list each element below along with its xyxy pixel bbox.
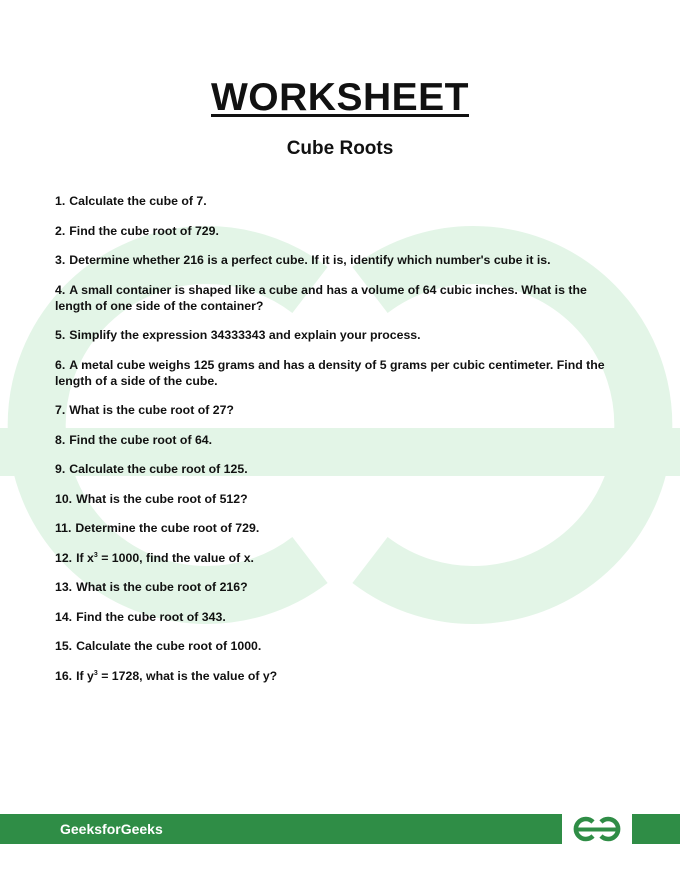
footer-brand: GeeksforGeeks — [60, 821, 163, 837]
question-item: 9. Calculate the cube root of 125. — [55, 462, 248, 476]
question-item: 4. A small container is shaped like a cube and has a volume of 64 cubic inches. What is the length of one side of the container? — [55, 282, 587, 313]
question-item: 16. If $y^3 = 1728$, what is the value of y? — [55, 668, 278, 683]
question-item: 7. What is the cube root of 27? — [55, 403, 234, 417]
geeksforgeeks-logo-icon — [565, 814, 629, 844]
question-item: 13. What is the cube root of 216? — [55, 580, 248, 594]
question-item: 11. Determine the cube root of 729. — [55, 521, 260, 535]
question-item: 1. Calculate the cube of 7. — [55, 194, 207, 208]
question-item: 3. Determine whether 216 is a perfect cube. If it is, identify which number's cube it is. — [55, 253, 551, 267]
footer-bar-right — [632, 814, 680, 844]
question-item: 6. A metal cube weighs 125 grams and has a density of 5 grams per cubic centimeter. Find the length of a side of the cube. — [55, 357, 605, 388]
page-subtitle: Cube Roots — [286, 138, 394, 159]
question-item: 14. Find the cube root of 343. — [55, 609, 226, 624]
question-item: 5. Simplify the expression 34333343 and explain your process. — [55, 328, 421, 342]
question-list — [55, 193, 615, 697]
question-item: 8. Find the cube root of 64. — [55, 432, 213, 447]
question-item: 10. What is the cube root of 512? — [55, 491, 248, 506]
question-item: 2. Find the cube root of 729. — [55, 223, 219, 238]
page-title: WORKSHEET — [211, 76, 469, 119]
question-item: 12. If $x^3 = 1000$, find the value of x. — [55, 550, 254, 565]
footer — [0, 814, 680, 844]
question-item: 15. Calculate the cube root of 1000. — [55, 639, 262, 653]
